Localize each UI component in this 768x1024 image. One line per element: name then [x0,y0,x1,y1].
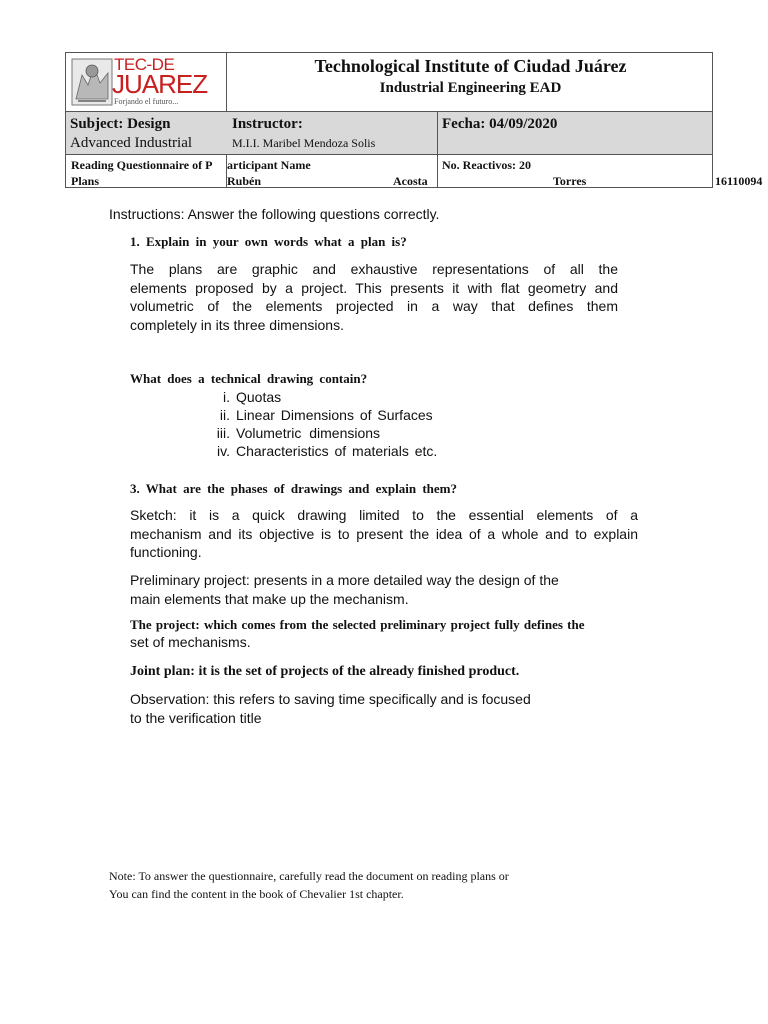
answer-line: Observation: this refers to saving time specifically and is focused [130,691,531,707]
participant-middle-name: Acosta [393,174,428,188]
reactivos-label: No. Reactivos: 20 [442,158,531,172]
list-item [200,424,437,442]
list-item-number: iv. [217,443,230,459]
preliminary-answer [130,571,600,608]
list-item-number: i. [223,389,230,405]
answer-line: elements proposed by a project. This presents it with flat geometry and [130,279,618,296]
list-item [200,442,437,460]
participant-first-name: Rubén [227,174,262,188]
list-item-text: Volumetric dimensions [236,425,381,441]
reading-label-2: Plans [71,174,100,188]
list-item [200,406,437,424]
student-id: 16110094 [715,174,763,188]
logo-text-top: TEC-DE [114,55,175,74]
instructor-label: Instructor: [232,116,303,132]
answer-line: functioning. [130,544,202,560]
sketch-answer [130,506,638,562]
answer-line: to the verification title [130,709,262,726]
logo-text-main: JUAREZ [112,69,208,99]
subject-label: Subject: Design [70,116,171,132]
list-item-number: ii. [219,407,230,423]
answer-line: Preliminary project: presents in a more detailed way the design of the [130,572,559,588]
answer-line: The plans are graphic and exhaustive representations of all the [130,261,618,277]
project-answer [130,617,610,650]
observation-answer [130,690,570,727]
list-item [200,388,437,406]
reading-label-1: Reading Questionnaire of P [71,158,213,172]
list-item-text: Quotas [236,389,282,405]
question-3-title: 3. What are the phases of drawings and explain them? [130,481,457,496]
answer-line: main elements that make up the mechanism. [130,590,409,607]
list-item-number: iii. [216,425,230,441]
question-2-title: What does a technical drawing contain? [130,371,368,386]
question-2-list [200,388,437,460]
list-item-text: Characteristics of materials etc. [236,443,438,459]
date-label: Fecha: 04/09/2020 [442,116,558,132]
question-1-title: 1. Explain in your own words what a plan is? [130,234,407,249]
participant-label: articipant Name [227,158,311,172]
joint-plan-answer: Joint plan: it is the set of projects of the already finished product. [130,664,520,679]
note-line: You can find the content in the book of Chevalier 1st chapter. [109,887,404,901]
institute-title: Technological Institute of Ciudad Juárez [314,56,627,76]
footer-note [109,867,509,903]
instructor-value: M.I.I. Maribel Mendoza Solis [232,136,376,150]
department-subtitle: Industrial Engineering EAD [379,80,562,96]
answer-line: volumetric of the elements projected in a way that defines them [130,298,618,314]
answer-line: completely in its three dimensions. [130,316,344,333]
project-bold-line: The project: which comes from the selected preliminary project fully defines the [130,617,585,632]
answer-line: Sketch: it is a quick drawing limited to the essential elements of a [130,507,638,523]
question-1-answer [130,260,618,334]
note-line: Note: To answer the questionnaire, carefully read the document on reading plans or [109,869,509,883]
answer-line: mechanism and its objective is to present the idea of a whole and to explain [130,525,638,542]
subject-value: Advanced Industrial [70,135,193,151]
logo-tagline: Forjando el futuro... [114,97,179,106]
participant-last-name: Torres [553,174,587,188]
instructions: Instructions: Answer the following questions correctly. [109,206,440,222]
list-item-text: Linear Dimensions of Surfaces [236,407,433,423]
project-rest-line: set of mechanisms. [130,634,251,650]
institution-logo [68,55,224,109]
